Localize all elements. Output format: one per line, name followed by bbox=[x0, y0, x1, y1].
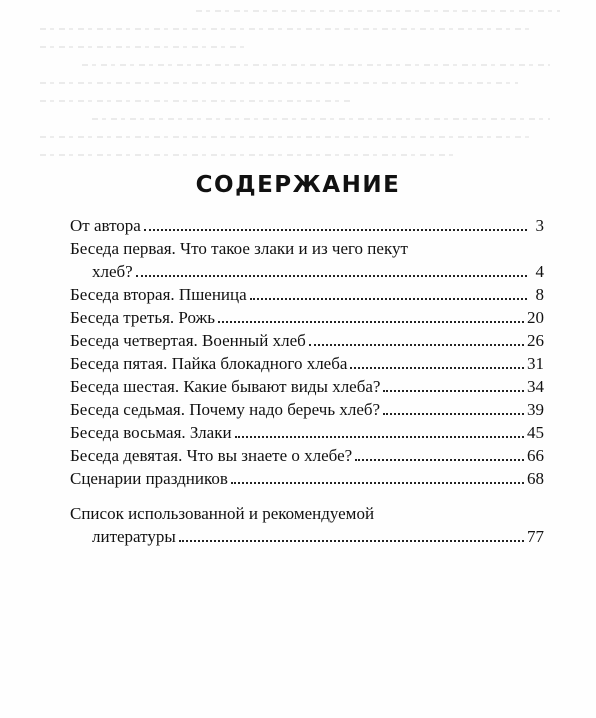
toc-page-number: 8 bbox=[535, 285, 544, 304]
toc-entry[interactable] bbox=[70, 283, 544, 306]
toc-entry[interactable] bbox=[70, 306, 544, 329]
toc-entry[interactable] bbox=[70, 502, 544, 548]
toc-entry[interactable] bbox=[70, 467, 544, 490]
dot-leader bbox=[250, 298, 527, 300]
toc-entry-text: Беседа восьмая. Злаки bbox=[70, 423, 232, 442]
dot-leader bbox=[383, 413, 524, 415]
toc-page-number: 39 bbox=[527, 400, 544, 419]
toc-page-number: 45 bbox=[527, 423, 544, 442]
toc-entry[interactable] bbox=[70, 375, 544, 398]
toc-entry-text: Беседа шестая. Какие бывают виды хлеба? bbox=[70, 377, 381, 396]
dot-leader bbox=[383, 390, 524, 392]
dot-leader bbox=[350, 367, 524, 369]
dot-leader bbox=[179, 540, 524, 542]
toc-entry-text: Беседа четвертая. Военный хлеб bbox=[70, 331, 306, 350]
dot-leader bbox=[231, 482, 524, 484]
toc-page-number: 20 bbox=[527, 308, 544, 327]
toc-entry-text: Беседа седьмая. Почему надо беречь хлеб? bbox=[70, 400, 381, 419]
toc-entry-text-line1: Беседа первая. Что такое злаки и из чего пекут bbox=[70, 239, 408, 258]
dot-leader bbox=[309, 344, 524, 346]
toc-page-number: 68 bbox=[527, 469, 544, 488]
toc-entry-text: Беседа девятая. Что вы знаете о хлебе? bbox=[70, 446, 353, 465]
toc-entry-text: хлеб? bbox=[92, 262, 133, 281]
toc-entry[interactable] bbox=[70, 214, 544, 237]
toc-entry[interactable] bbox=[70, 352, 544, 375]
table-of-contents bbox=[70, 214, 544, 548]
section-gap bbox=[70, 490, 544, 502]
dot-leader bbox=[136, 275, 527, 277]
toc-entry-text: Беседа вторая. Пшеница bbox=[70, 285, 247, 304]
dot-leader bbox=[144, 229, 527, 231]
toc-page-number: 77 bbox=[527, 527, 544, 546]
dot-leader bbox=[218, 321, 524, 323]
toc-entry[interactable] bbox=[70, 398, 544, 421]
toc-page-number: 3 bbox=[535, 216, 544, 235]
toc-entry[interactable] bbox=[70, 444, 544, 467]
toc-entry[interactable] bbox=[70, 329, 544, 352]
dot-leader bbox=[235, 436, 524, 438]
toc-page-number: 26 bbox=[527, 331, 544, 350]
toc-title: СОДЕРЖАНИЕ bbox=[195, 172, 401, 198]
toc-entry-text: литературы bbox=[92, 527, 176, 546]
toc-page-number: 66 bbox=[527, 446, 544, 465]
toc-entry[interactable] bbox=[70, 237, 544, 283]
toc-entry-text: Сценарии праздников bbox=[70, 469, 228, 488]
toc-page-number: 31 bbox=[527, 354, 544, 373]
toc-entry-text: От автора bbox=[70, 216, 141, 235]
toc-entry-text: Беседа третья. Рожь bbox=[70, 308, 216, 327]
dot-leader bbox=[355, 459, 524, 461]
toc-page-number: 4 bbox=[535, 262, 544, 281]
toc-entry-text-line1: Список использованной и рекомендуемой bbox=[70, 504, 375, 523]
toc-page-number: 34 bbox=[527, 377, 544, 396]
toc-entry[interactable] bbox=[70, 421, 544, 444]
toc-entry-text: Беседа пятая. Пайка блокадного хлеба bbox=[70, 354, 348, 373]
